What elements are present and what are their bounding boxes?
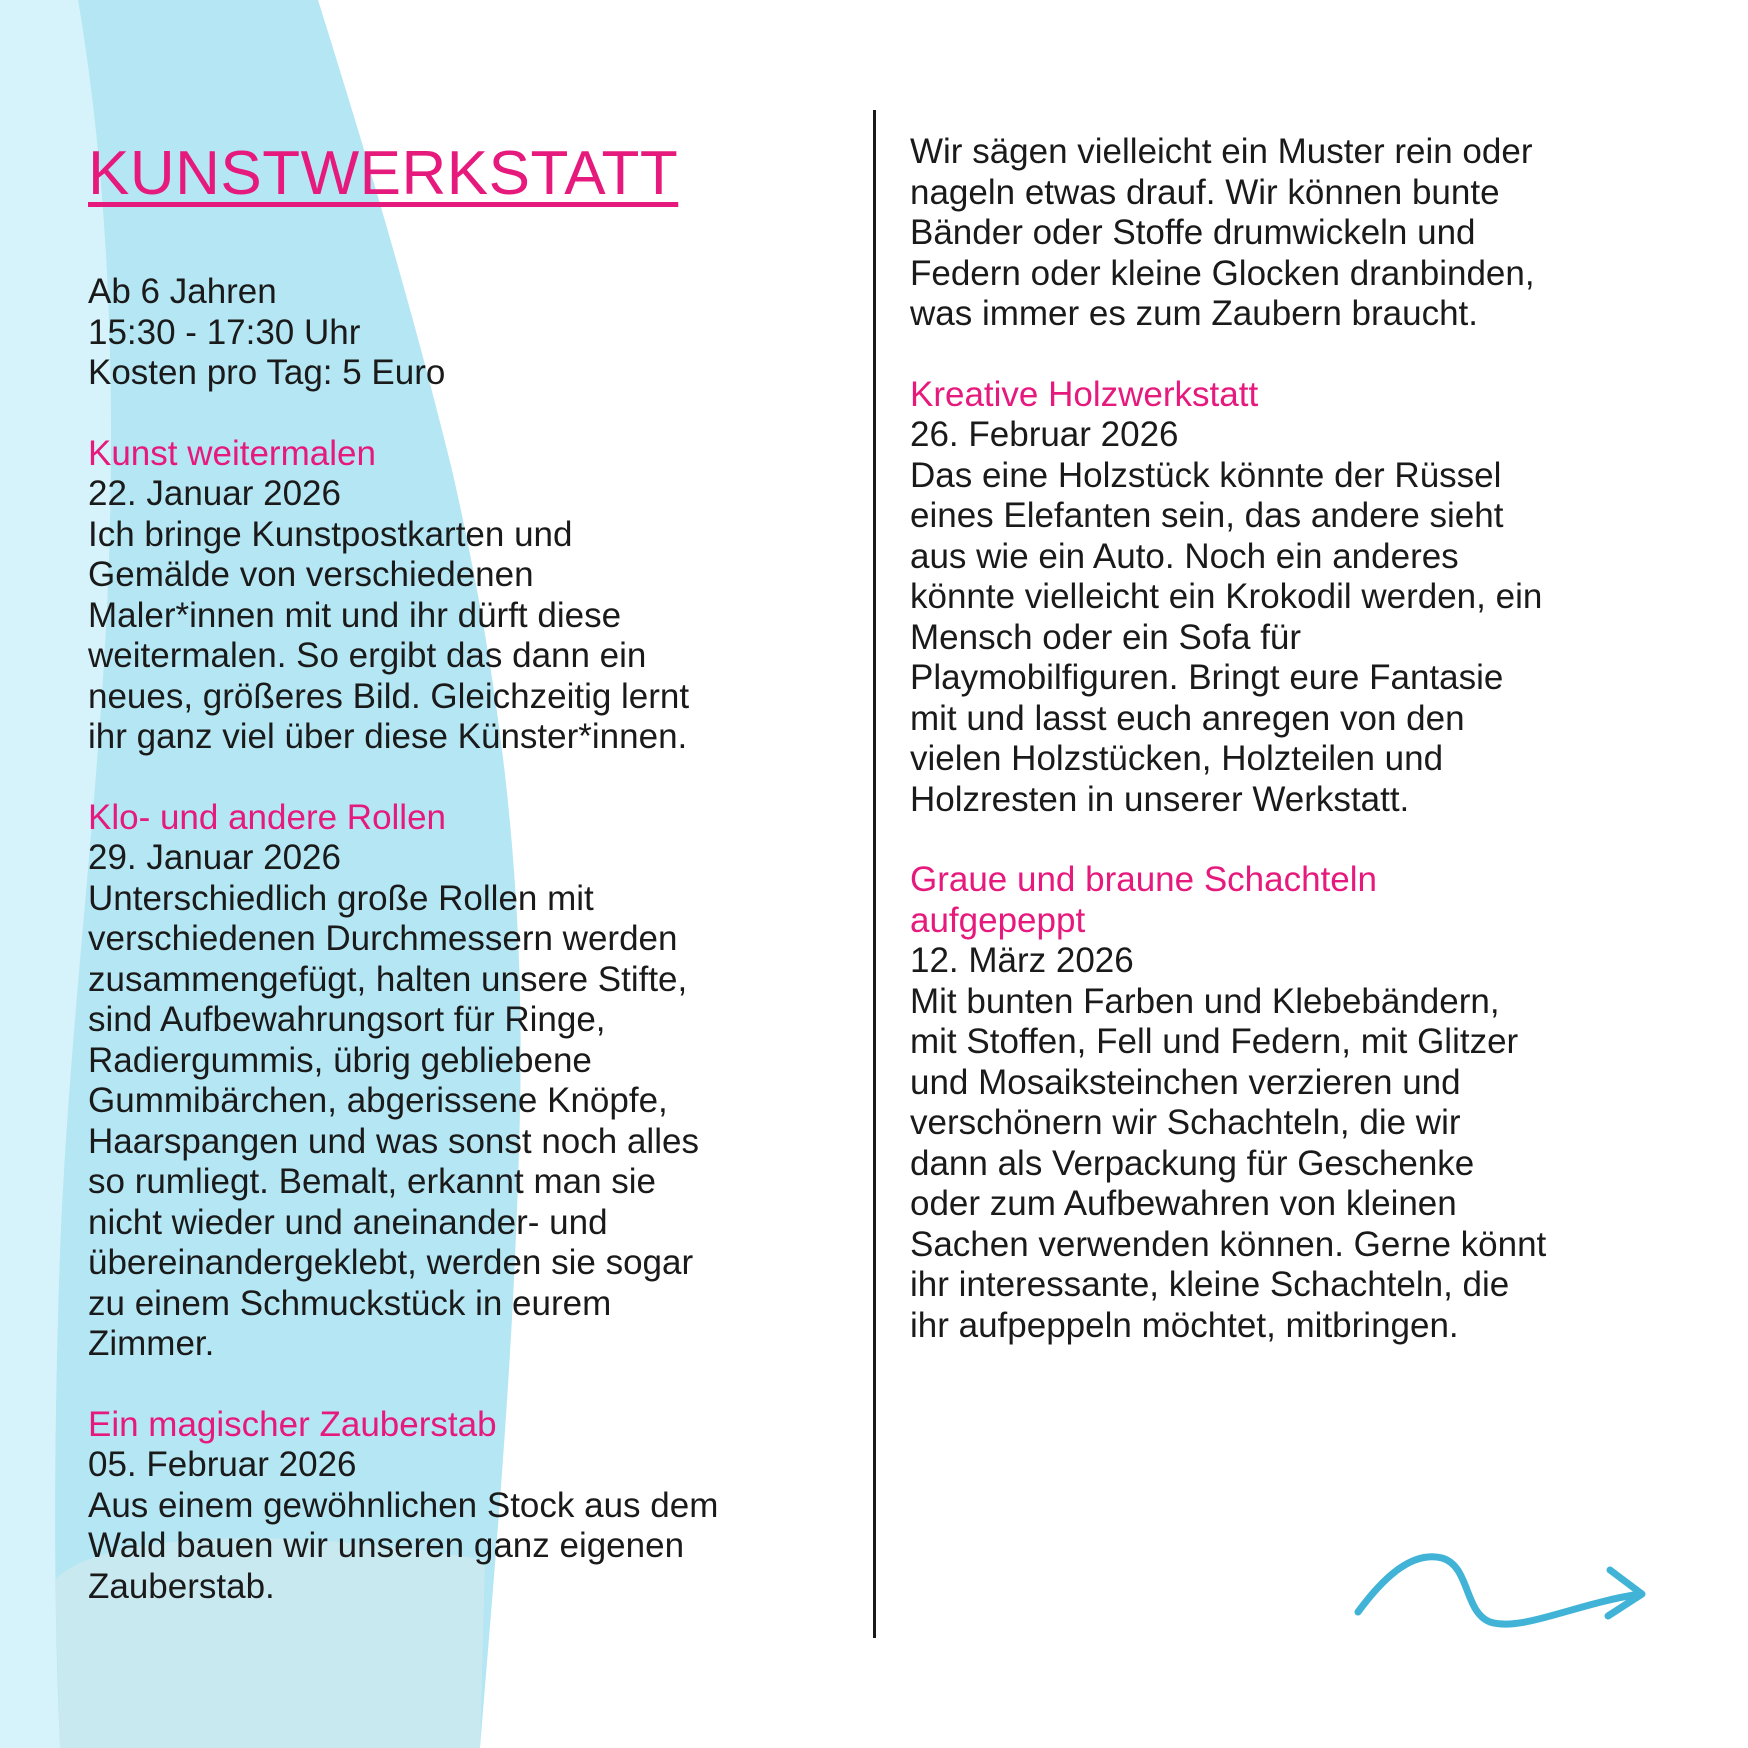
page-title: KUNSTWERKSTATT: [88, 139, 679, 208]
event-text-line: verschönern wir Schachteln, die wir: [910, 1103, 1461, 1142]
event-schachteln: [910, 860, 1690, 1346]
info-time: 15:30 - 17:30 Uhr: [88, 312, 361, 352]
event-text-line: Gemälde von verschiedenen: [88, 555, 534, 594]
info-cost: Kosten pro Tag: 5 Euro: [88, 353, 446, 392]
event-text-line: Ich bringe Kunstpostkarten und: [88, 514, 573, 554]
event-text-line: könnte vielleicht ein Krokodil werden, ein: [910, 577, 1543, 616]
event-text-line: eines Elefanten sein, das andere sieht: [910, 496, 1504, 535]
event-text-line: Federn oder kleine Glocken dranbinden,: [910, 253, 1535, 293]
event-text-line: Das eine Holzstück könnte der Rüssel: [910, 455, 1502, 495]
event-text-line: dann als Verpackung für Geschenke: [910, 1143, 1475, 1183]
event-text-line: aus wie ein Auto. Noch ein anderes: [910, 536, 1459, 576]
event-date: 12. März 2026: [910, 941, 1134, 980]
event-text-line: Gummibärchen, abgerissene Knöpfe,: [88, 1081, 668, 1120]
event-text-line: vielen Holzstücken, Holzteilen und: [910, 739, 1444, 778]
event-text-line: Wald bauen wir unseren ganz eigenen: [88, 1526, 685, 1565]
event-text-line: Sachen verwenden können. Gerne könnt: [910, 1224, 1547, 1264]
event-text-line: Holzresten in unserer Werkstatt.: [910, 779, 1410, 819]
event-text-line: mit und lasst euch anregen von den: [910, 698, 1465, 738]
event-date: 29. Januar 2026: [88, 838, 341, 877]
event-text-line: Aus einem gewöhnlichen Stock aus dem: [88, 1485, 719, 1525]
event-title: Klo- und andere Rollen: [88, 797, 447, 837]
event-text-line: nicht wieder und aneinander- und: [88, 1202, 608, 1242]
event-text-line: so rumliegt. Bemalt, erkannt man sie: [88, 1162, 657, 1201]
event-text-line: weitermalen. So ergibt das dann ein: [88, 636, 647, 675]
event-text-line: Zauberstab.: [88, 1566, 275, 1606]
column-divider: [873, 110, 876, 1638]
event-text-line: übereinandergeklebt, werden sie sogar: [88, 1243, 694, 1282]
info-block: [88, 272, 868, 394]
event-text-line: Playmobilfiguren. Bringt eure Fantasie: [910, 658, 1504, 697]
event-text-line: zusammengefügt, halten unsere Stifte,: [88, 959, 688, 999]
event-title: Graue und braune Schachteln: [910, 860, 1377, 899]
event-title: Kreative Holzwerkstatt: [910, 374, 1259, 414]
event-text-line: Radiergummis, übrig gebliebene: [88, 1040, 592, 1080]
event-text-line: verschiedenen Durchmessern werden: [88, 919, 678, 958]
event-text-line: und Mosaiksteinchen verzieren und: [910, 1062, 1461, 1102]
event-text-line: Zimmer.: [88, 1324, 215, 1363]
right-column: [910, 132, 1690, 1346]
event-title: aufgepeppt: [910, 900, 1086, 940]
event-text-line: oder zum Aufbewahren von kleinen: [910, 1184, 1457, 1223]
left-column: [88, 138, 868, 1607]
event-text-line: Mit bunten Farben und Klebebändern,: [910, 981, 1500, 1021]
event-text-line: Bänder oder Stoffe drumwickeln und: [910, 213, 1476, 252]
squiggle-arrow-icon: [1352, 1540, 1652, 1640]
event-text-line: Maler*innen mit und ihr dürft diese: [88, 595, 622, 635]
event-text-line: ihr aufpeppeln möchtet, mitbringen.: [910, 1305, 1459, 1345]
event-zauberstab-continued: [910, 132, 1690, 335]
event-kunst-weitermalen: [88, 434, 868, 758]
event-text-line: neues, größeres Bild. Gleichzeitig lernt: [88, 676, 690, 716]
event-zauberstab: [88, 1405, 868, 1608]
event-text-line: ihr interessante, kleine Schachteln, die: [910, 1265, 1510, 1304]
event-date: 05. Februar 2026: [88, 1445, 357, 1484]
event-text-line: ihr ganz viel über diese Künster*innen.: [88, 717, 688, 756]
event-text-line: sind Aufbewahrungsort für Ringe,: [88, 1000, 606, 1039]
event-text-line: mit Stoffen, Fell und Federn, mit Glitzer: [910, 1022, 1519, 1061]
event-klo-rollen: [88, 798, 868, 1365]
event-text-line: Unterschiedlich große Rollen mit: [88, 878, 594, 918]
event-date: 26. Februar 2026: [910, 415, 1179, 454]
event-text-line: Mensch oder ein Sofa für: [910, 617, 1302, 657]
event-text-line: Haarspangen und was sonst noch alles: [88, 1121, 699, 1161]
event-date: 22. Januar 2026: [88, 474, 341, 513]
event-text-line: Wir sägen vielleicht ein Muster rein oder: [910, 132, 1533, 171]
info-age: Ab 6 Jahren: [88, 272, 277, 311]
event-holzwerkstatt: [910, 375, 1690, 821]
event-text-line: was immer es zum Zaubern braucht.: [910, 294, 1478, 333]
event-title: Kunst weitermalen: [88, 433, 376, 473]
event-text-line: nageln etwas drauf. Wir können bunte: [910, 172, 1500, 212]
event-title: Ein magischer Zauberstab: [88, 1404, 497, 1444]
event-text-line: zu einem Schmuckstück in eurem: [88, 1283, 612, 1323]
